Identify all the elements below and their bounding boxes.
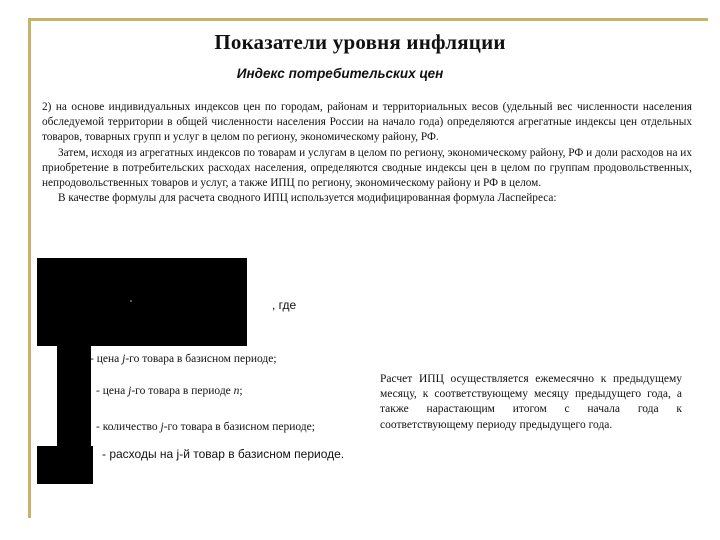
variable-description-2: - цена j-го товара в периоде n;	[96, 385, 243, 397]
paragraph-3: В качестве формулы для расчета сводного ИПЦ используется модифицированная формула Ласпейреса:	[58, 192, 557, 205]
variable-symbols-image-bottom	[37, 446, 93, 484]
paragraph-2: Затем, исходя из агрегатных индексов по товарам и услугам в целом по региону, экономическому району, РФ и доли расходов на их приобретение в потребительских расходах населения, определяются сводные индексы цен в целом по группам продовольственных, непродовольственных товаров и услуг, а также ИПЦ по региону, экономическому району и РФ в целом.	[42, 146, 692, 190]
calculation-note: Расчет ИПЦ осуществляется ежемесячно к предыдущему месяцу, к соответствующему месяцу предыдущего года, а также нарастающим итогом с начала года к соответствующему периоду предыдущего года.	[380, 373, 682, 431]
where-label: , где	[272, 298, 297, 312]
variable-description-3: - количество j-го товара в базисном периоде;	[96, 421, 315, 433]
page-subtitle: Индекс потребительских цен	[236, 66, 444, 81]
page-title: Показатели уровня инфляции	[214, 30, 506, 54]
frame-top-border	[28, 18, 708, 21]
variable-description-4: - расходы на j-й товар в базисном периоде.	[102, 447, 345, 461]
formula-image	[37, 258, 247, 346]
variable-symbols-image	[57, 346, 91, 446]
frame-left-border	[28, 18, 31, 518]
body-text	[42, 100, 692, 206]
formula-artifact	[130, 300, 132, 302]
paragraph-1: 2) на основе индивидуальных индексов цен по городам, районам и территориальных весов (удельный вес численности населения обследуемой территории в общей численности населения России на начало года) определяются агрегатные индексы цен отдельных товаров, товарных групп и услуг в целом по региону, экономическому району, РФ.	[42, 101, 692, 144]
variable-description-1: - цена j-го товара в базисном периоде;	[90, 353, 277, 365]
